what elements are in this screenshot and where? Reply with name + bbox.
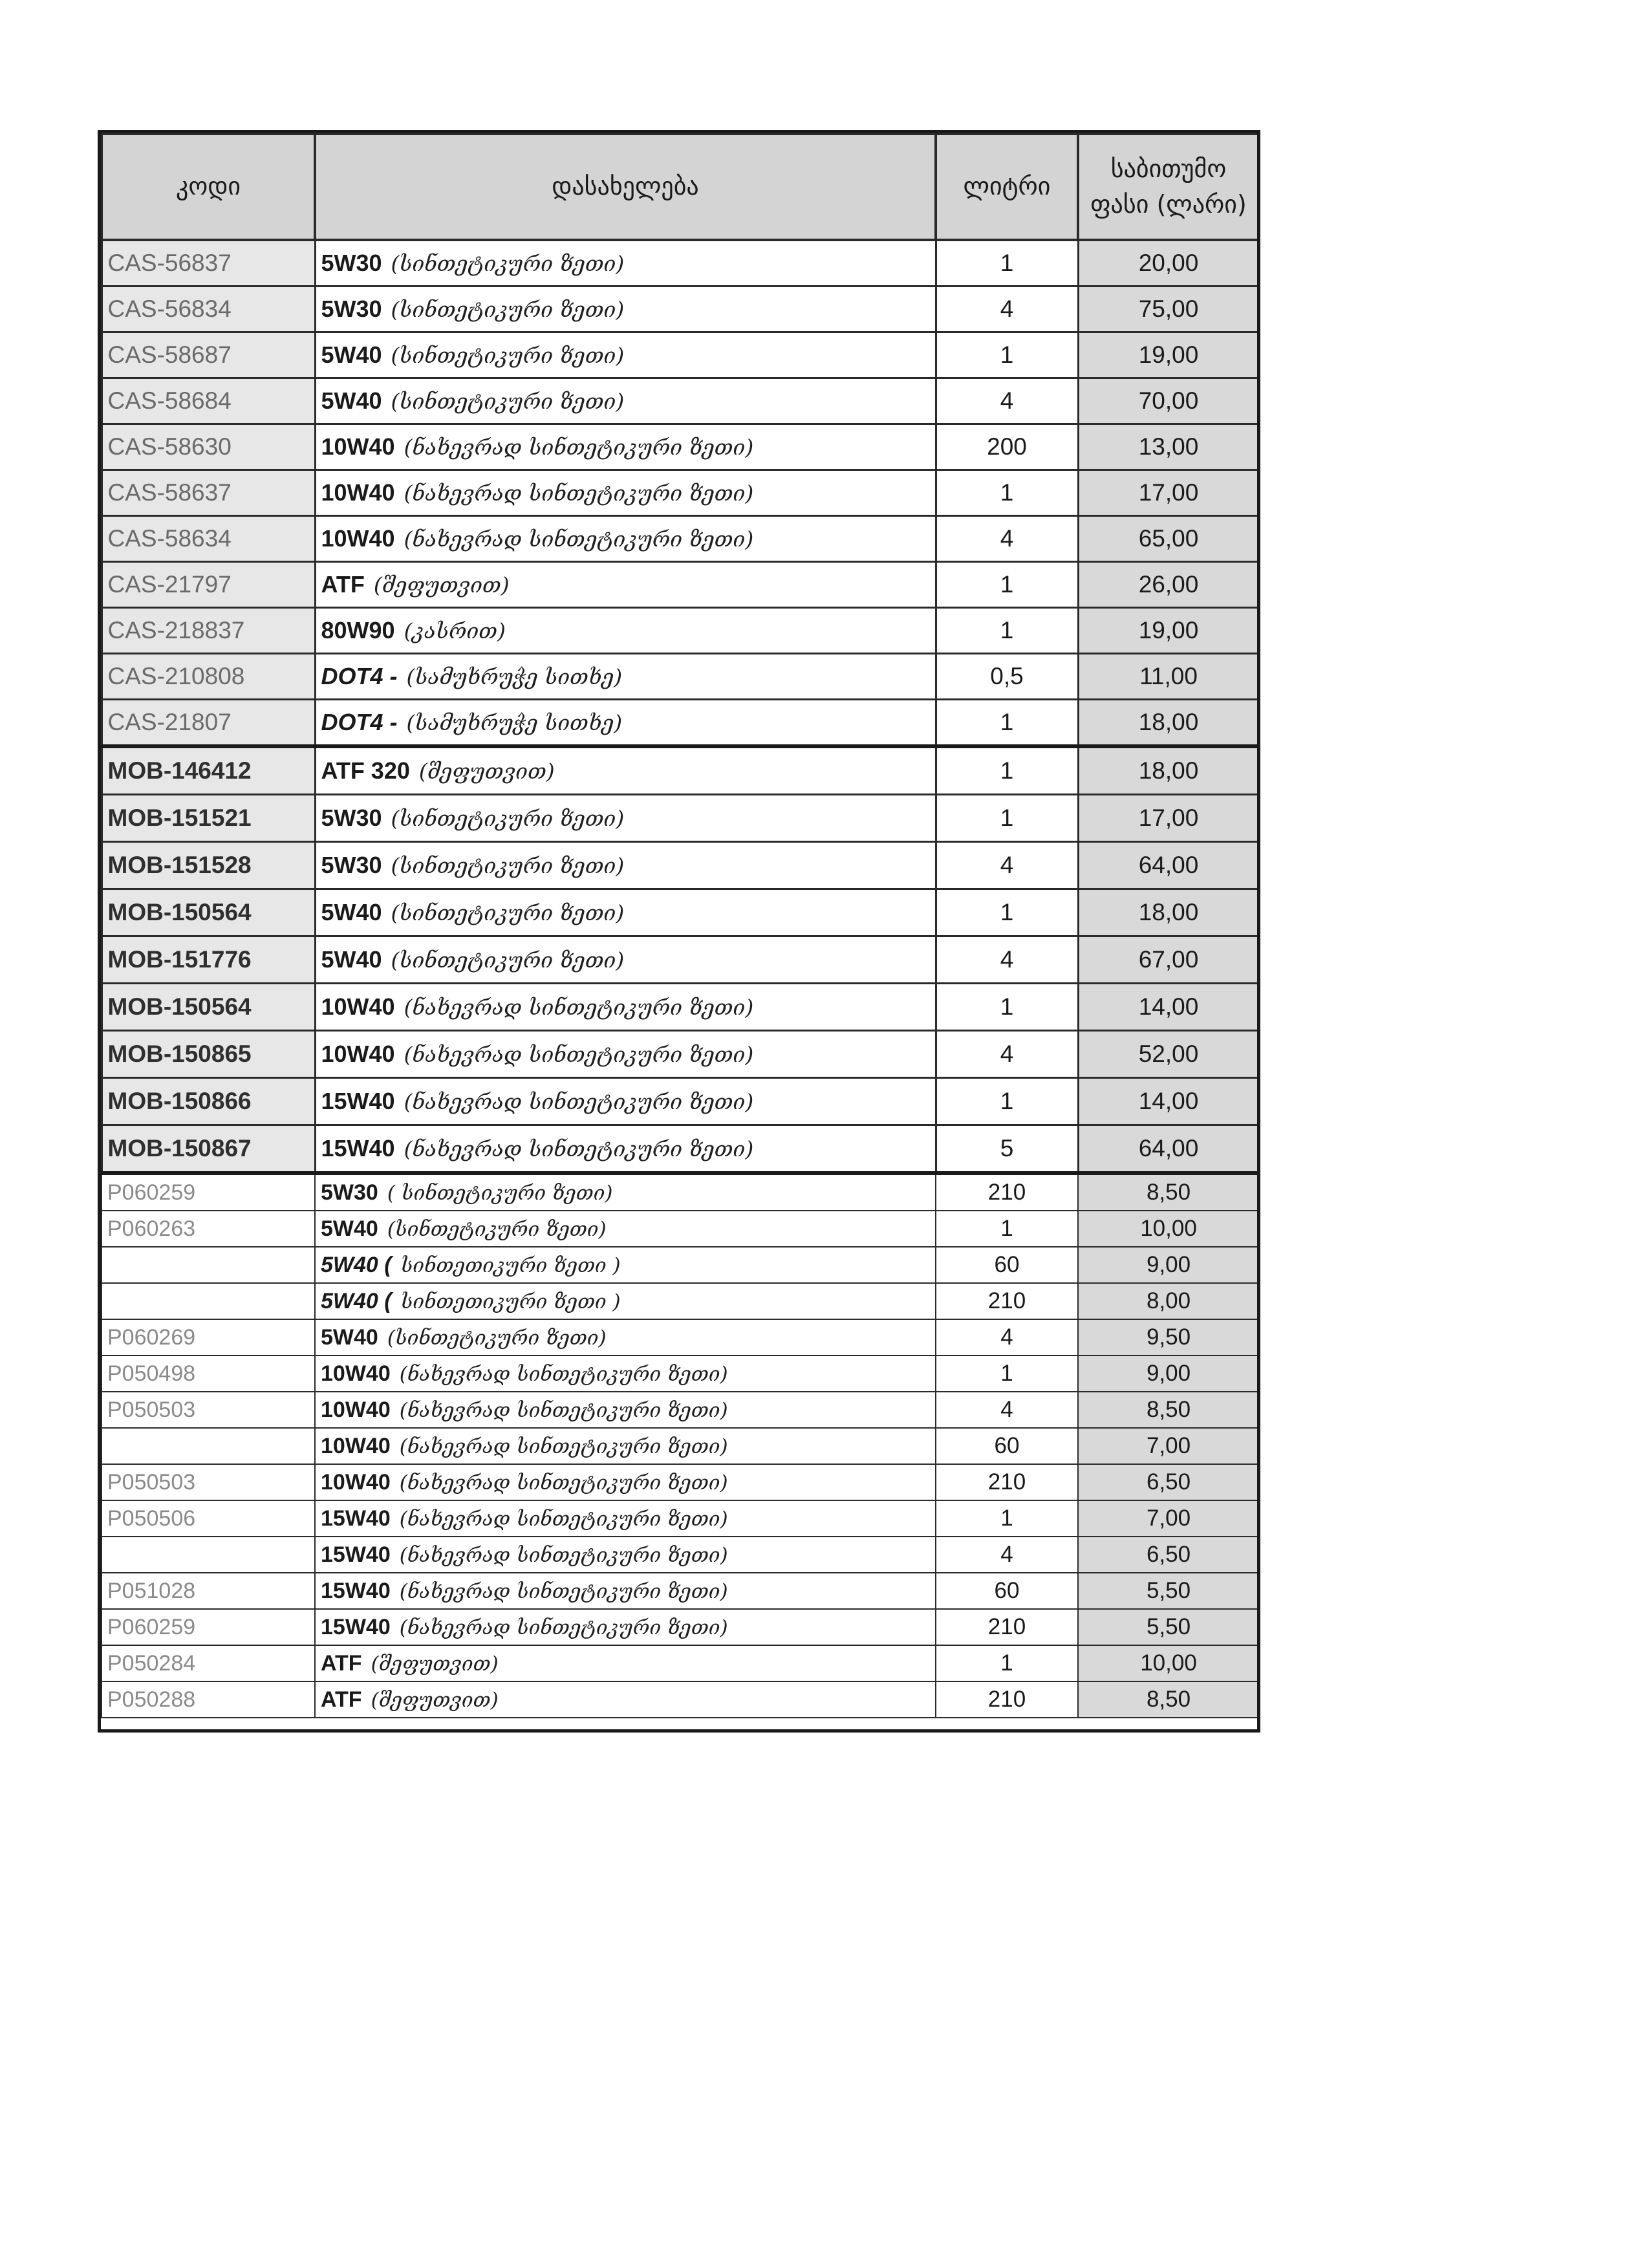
- table-row: [102, 286, 1259, 332]
- product-code: P060269: [102, 1319, 315, 1355]
- product-name: [315, 1609, 936, 1645]
- product-wholesale-price: 17,00: [1078, 470, 1259, 516]
- product-description: (შეფუთვით): [371, 1652, 499, 1676]
- product-code: P051028: [102, 1573, 315, 1609]
- product-wholesale-price: 26,00: [1078, 562, 1259, 608]
- product-name: [315, 1283, 936, 1319]
- product-model: ATF: [321, 571, 365, 598]
- product-name: [315, 984, 936, 1031]
- product-description: (სამუხრუჭე სითხე): [406, 710, 623, 735]
- product-code: CAS-21807: [102, 700, 315, 747]
- product-wholesale-price: 18,00: [1078, 746, 1259, 795]
- product-name: [315, 746, 936, 795]
- product-description: (სინთეტიკური ზეთი): [387, 1326, 607, 1350]
- product-model: 5W30: [321, 296, 382, 322]
- product-liters: 210: [936, 1681, 1078, 1718]
- table-row: [102, 746, 1259, 795]
- product-model: 10W40: [321, 1361, 391, 1386]
- product-description: (ნახევრად სინთეტიკური ზეთი): [404, 995, 754, 1020]
- table-header: [102, 134, 1259, 240]
- product-code: CAS-58637: [102, 470, 315, 516]
- product-liters: 4: [936, 1319, 1078, 1355]
- table-row: [102, 1125, 1259, 1174]
- product-liters: 4: [936, 1392, 1078, 1428]
- product-liters: 1: [936, 984, 1078, 1031]
- product-model: 10W40: [321, 479, 395, 506]
- product-description: (სამუხრუჭე სითხე): [406, 664, 623, 689]
- table-row: [102, 516, 1259, 562]
- product-name: [315, 842, 936, 889]
- table-row: [102, 889, 1259, 936]
- product-name: [315, 936, 936, 984]
- product-wholesale-price: 19,00: [1078, 332, 1259, 378]
- product-model: 10W40: [321, 433, 395, 460]
- price-list-table: [100, 133, 1260, 1718]
- product-code: MOB-146412: [102, 746, 315, 795]
- product-model: 5W30: [321, 250, 382, 276]
- product-code: MOB-151528: [102, 842, 315, 889]
- product-liters: 210: [936, 1464, 1078, 1500]
- product-description: (კასრით): [404, 618, 506, 643]
- product-model: ATF: [321, 1687, 362, 1712]
- table-row: [102, 1283, 1259, 1319]
- product-description: (ნახევრად სინთეტიკური ზეთი): [399, 1471, 728, 1495]
- product-wholesale-price: 20,00: [1078, 240, 1259, 286]
- product-model: 15W40: [321, 1135, 395, 1161]
- header-price: [1078, 134, 1259, 240]
- product-model: 5W40: [321, 899, 382, 925]
- product-name: [315, 1464, 936, 1500]
- product-description: სინთეთიკური ზეთი ): [400, 1290, 621, 1313]
- product-description: (შეფუთვით): [373, 572, 510, 598]
- product-description: (ნახევრად სინთეტიკური ზეთი): [404, 481, 754, 506]
- product-liters: 1: [936, 1211, 1078, 1247]
- product-model: 15W40: [321, 1542, 391, 1567]
- mob-product-group: [102, 746, 1259, 1173]
- product-name: [315, 1211, 936, 1247]
- product-model: ATF: [321, 1651, 362, 1676]
- product-name: [315, 240, 936, 286]
- product-code: CAS-58634: [102, 516, 315, 562]
- table-row: [102, 700, 1259, 747]
- header-row: [102, 134, 1259, 240]
- product-liters: 1: [936, 608, 1078, 654]
- product-liters: 1: [936, 746, 1078, 795]
- product-code: CAS-58687: [102, 332, 315, 378]
- product-code: CAS-56837: [102, 240, 315, 286]
- product-description: (სინთეტიკური ზეთი): [391, 806, 625, 831]
- product-liters: 1: [936, 1500, 1078, 1537]
- product-description: (შეფუთვით): [371, 1689, 499, 1712]
- product-wholesale-price: 70,00: [1078, 378, 1259, 424]
- product-wholesale-price: 65,00: [1078, 516, 1259, 562]
- table-row: [102, 984, 1259, 1031]
- product-wholesale-price: 10,00: [1078, 1211, 1259, 1247]
- product-liters: 60: [936, 1428, 1078, 1464]
- product-description: (ნახევრად სინთეტიკური ზეთი): [399, 1580, 728, 1603]
- product-wholesale-price: 18,00: [1078, 889, 1259, 936]
- product-code: P060259: [102, 1609, 315, 1645]
- product-model: DOT4 -: [321, 663, 398, 689]
- product-wholesale-price: 11,00: [1078, 654, 1259, 700]
- product-model: 5W40: [321, 387, 382, 414]
- table-row: [102, 1355, 1259, 1392]
- product-code: MOB-150867: [102, 1125, 315, 1174]
- product-description: (ნახევრად სინთეტიკური ზეთი): [399, 1399, 728, 1422]
- product-liters: 1: [936, 1645, 1078, 1681]
- product-model: 5W30: [321, 805, 382, 831]
- product-model: 10W40: [321, 1434, 391, 1458]
- table-row: [102, 1173, 1259, 1211]
- header-price-line1: საბითუმო: [1110, 154, 1227, 183]
- product-liters: 4: [936, 516, 1078, 562]
- product-code: CAS-21797: [102, 562, 315, 608]
- product-model: ATF 320: [321, 757, 410, 784]
- table-row: [102, 654, 1259, 700]
- product-wholesale-price: 9,00: [1078, 1355, 1259, 1392]
- table-row: [102, 378, 1259, 424]
- table-row: [102, 1247, 1259, 1283]
- product-code: CAS-210808: [102, 654, 315, 700]
- table-row: [102, 1211, 1259, 1247]
- header-price-line2: ფასი (ლარი): [1090, 190, 1247, 219]
- product-description: (სინთეტიკური ზეთი): [391, 297, 625, 322]
- product-liters: 210: [936, 1283, 1078, 1319]
- product-code: CAS-218837: [102, 608, 315, 654]
- product-code: MOB-151521: [102, 795, 315, 842]
- product-model: 10W40: [321, 1041, 395, 1067]
- product-wholesale-price: 75,00: [1078, 286, 1259, 332]
- product-liters: 5: [936, 1125, 1078, 1174]
- table-row: [102, 1078, 1259, 1125]
- product-name: [315, 1428, 936, 1464]
- product-wholesale-price: 5,50: [1078, 1609, 1259, 1645]
- product-wholesale-price: 14,00: [1078, 1078, 1259, 1125]
- product-wholesale-price: 8,50: [1078, 1681, 1259, 1718]
- product-description: (ნახევრად სინთეტიკური ზეთი): [404, 526, 754, 552]
- product-liters: 4: [936, 936, 1078, 984]
- product-name: [315, 1573, 936, 1609]
- product-wholesale-price: 8,50: [1078, 1392, 1259, 1428]
- product-model: 10W40: [321, 525, 395, 552]
- product-name: [315, 332, 936, 378]
- product-wholesale-price: 7,00: [1078, 1500, 1259, 1537]
- product-liters: 210: [936, 1173, 1078, 1211]
- table-row: [102, 562, 1259, 608]
- product-model: 5W40: [321, 1325, 378, 1350]
- product-liters: 4: [936, 1537, 1078, 1573]
- product-model: 15W40: [321, 1579, 391, 1603]
- table-row: [102, 842, 1259, 889]
- product-wholesale-price: 9,00: [1078, 1247, 1259, 1283]
- product-wholesale-price: 7,00: [1078, 1428, 1259, 1464]
- table-row: [102, 936, 1259, 984]
- product-name: [315, 700, 936, 747]
- product-liters: 1: [936, 240, 1078, 286]
- product-name: [315, 1355, 936, 1392]
- product-code: CAS-56834: [102, 286, 315, 332]
- product-liters: 4: [936, 842, 1078, 889]
- product-code: MOB-150564: [102, 889, 315, 936]
- p-product-group: [102, 1173, 1259, 1718]
- table-row: [102, 470, 1259, 516]
- cas-product-group: [102, 240, 1259, 746]
- product-model: 10W40: [321, 993, 395, 1020]
- product-code: P050503: [102, 1464, 315, 1500]
- table-row: [102, 1573, 1259, 1609]
- product-wholesale-price: 67,00: [1078, 936, 1259, 984]
- product-model: 5W30: [321, 852, 382, 878]
- product-name: [315, 378, 936, 424]
- product-name: [315, 1537, 936, 1573]
- product-description: (ნახევრად სინთეტიკური ზეთი): [404, 1136, 754, 1161]
- product-description: (სინთეტიკური ზეთი): [391, 389, 625, 414]
- product-wholesale-price: 52,00: [1078, 1031, 1259, 1078]
- product-name: [315, 1247, 936, 1283]
- product-model: 5W30: [321, 1180, 378, 1205]
- product-name: [315, 424, 936, 470]
- product-liters: 210: [936, 1609, 1078, 1645]
- product-code: [102, 1428, 315, 1464]
- product-model: 5W40 (: [321, 1289, 392, 1313]
- product-code: P050498: [102, 1355, 315, 1392]
- product-code: MOB-150866: [102, 1078, 315, 1125]
- product-name: [315, 795, 936, 842]
- table-row: [102, 795, 1259, 842]
- product-code: P060259: [102, 1173, 315, 1211]
- product-description: (ნახევრად სინთეტიკური ზეთი): [404, 1089, 754, 1114]
- product-liters: 1: [936, 562, 1078, 608]
- product-code: P050284: [102, 1645, 315, 1681]
- product-liters: 4: [936, 1031, 1078, 1078]
- product-description: (ნახევრად სინთეტიკური ზეთი): [399, 1363, 728, 1386]
- product-name: [315, 1500, 936, 1537]
- product-wholesale-price: 17,00: [1078, 795, 1259, 842]
- product-code: CAS-58684: [102, 378, 315, 424]
- product-name: [315, 1645, 936, 1681]
- product-model: 5W40: [321, 1216, 378, 1241]
- product-wholesale-price: 10,00: [1078, 1645, 1259, 1681]
- product-model: 15W40: [321, 1088, 395, 1114]
- product-description: ( სინთეტიკური ზეთი): [387, 1182, 613, 1205]
- product-name: [315, 654, 936, 700]
- table-row: [102, 240, 1259, 286]
- product-liters: 1: [936, 700, 1078, 747]
- product-wholesale-price: 9,50: [1078, 1319, 1259, 1355]
- product-liters: 0,5: [936, 654, 1078, 700]
- product-wholesale-price: 13,00: [1078, 424, 1259, 470]
- product-model: 5W40: [321, 341, 382, 368]
- product-name: [315, 1078, 936, 1125]
- product-wholesale-price: 6,50: [1078, 1537, 1259, 1573]
- product-name: [315, 1681, 936, 1718]
- product-liters: 60: [936, 1247, 1078, 1283]
- product-code: P050288: [102, 1681, 315, 1718]
- table-row: [102, 332, 1259, 378]
- product-description: (სინთეტიკური ზეთი): [387, 1218, 607, 1241]
- product-model: DOT4 -: [321, 709, 398, 735]
- product-code: P060263: [102, 1211, 315, 1247]
- product-model: 5W40 (: [321, 1253, 392, 1277]
- product-name: [315, 1392, 936, 1428]
- product-wholesale-price: 8,50: [1078, 1173, 1259, 1211]
- product-description: (სინთეტიკური ზეთი): [391, 900, 625, 925]
- table-row: [102, 1392, 1259, 1428]
- header-name: დასახელება: [315, 134, 936, 240]
- product-name: [315, 1031, 936, 1078]
- table-row: [102, 1681, 1259, 1718]
- product-name: [315, 1125, 936, 1174]
- product-name: [315, 562, 936, 608]
- product-liters: 60: [936, 1573, 1078, 1609]
- product-liters: 1: [936, 1355, 1078, 1392]
- product-code: [102, 1537, 315, 1573]
- product-name: [315, 1319, 936, 1355]
- product-liters: 1: [936, 889, 1078, 936]
- product-name: [315, 889, 936, 936]
- product-wholesale-price: 19,00: [1078, 608, 1259, 654]
- product-wholesale-price: 14,00: [1078, 984, 1259, 1031]
- product-liters: 1: [936, 332, 1078, 378]
- product-description: (ნახევრად სინთეტიკური ზეთი): [399, 1544, 728, 1567]
- product-wholesale-price: 8,00: [1078, 1283, 1259, 1319]
- header-liter: ლიტრი: [936, 134, 1078, 240]
- product-code: MOB-151776: [102, 936, 315, 984]
- table-row: [102, 1645, 1259, 1681]
- table-row: [102, 1500, 1259, 1537]
- product-description: (ნახევრად სინთეტიკური ზეთი): [399, 1616, 728, 1639]
- table-row: [102, 1537, 1259, 1573]
- product-liters: 4: [936, 286, 1078, 332]
- product-description: (ნახევრად სინთეტიკური ზეთი): [404, 435, 754, 460]
- product-model: 80W90: [321, 617, 395, 643]
- product-code: P050503: [102, 1392, 315, 1428]
- product-wholesale-price: 18,00: [1078, 700, 1259, 747]
- product-name: [315, 1173, 936, 1211]
- product-name: [315, 470, 936, 516]
- product-model: 15W40: [321, 1615, 391, 1639]
- product-wholesale-price: 64,00: [1078, 1125, 1259, 1174]
- table-row: [102, 1031, 1259, 1078]
- product-name: [315, 286, 936, 332]
- product-liters: 1: [936, 795, 1078, 842]
- product-description: (ნახევრად სინთეტიკური ზეთი): [399, 1507, 728, 1531]
- product-description: (სინთეტიკური ზეთი): [391, 853, 625, 878]
- product-code: MOB-150564: [102, 984, 315, 1031]
- header-code: კოდი: [102, 134, 315, 240]
- product-description: (სინთეტიკური ზეთი): [391, 251, 625, 276]
- product-description: (შეფუთვით): [418, 759, 555, 784]
- product-liters: 1: [936, 1078, 1078, 1125]
- product-liters: 200: [936, 424, 1078, 470]
- product-description: სინთეთიკური ზეთი ): [400, 1254, 621, 1277]
- product-name: [315, 516, 936, 562]
- table-row: [102, 424, 1259, 470]
- table-row: [102, 1464, 1259, 1500]
- table-row: [102, 1319, 1259, 1355]
- table-row: [102, 608, 1259, 654]
- product-description: (სინთეტიკური ზეთი): [391, 343, 625, 368]
- product-liters: 4: [936, 378, 1078, 424]
- product-description: (ნახევრად სინთეტიკური ზეთი): [399, 1435, 728, 1458]
- product-code: [102, 1283, 315, 1319]
- product-model: 10W40: [321, 1470, 391, 1495]
- product-wholesale-price: 6,50: [1078, 1464, 1259, 1500]
- table-row: [102, 1609, 1259, 1645]
- product-wholesale-price: 64,00: [1078, 842, 1259, 889]
- product-code: CAS-58630: [102, 424, 315, 470]
- product-name: [315, 608, 936, 654]
- table-row: [102, 1428, 1259, 1464]
- product-wholesale-price: 5,50: [1078, 1573, 1259, 1609]
- product-description: (სინთეტიკური ზეთი): [391, 947, 625, 973]
- product-description: (ნახევრად სინთეტიკური ზეთი): [404, 1042, 754, 1067]
- product-model: 10W40: [321, 1398, 391, 1422]
- product-code: MOB-150865: [102, 1031, 315, 1078]
- product-model: 15W40: [321, 1506, 391, 1531]
- product-code: P050506: [102, 1500, 315, 1537]
- product-model: 5W40: [321, 946, 382, 973]
- product-code: [102, 1247, 315, 1283]
- product-liters: 1: [936, 470, 1078, 516]
